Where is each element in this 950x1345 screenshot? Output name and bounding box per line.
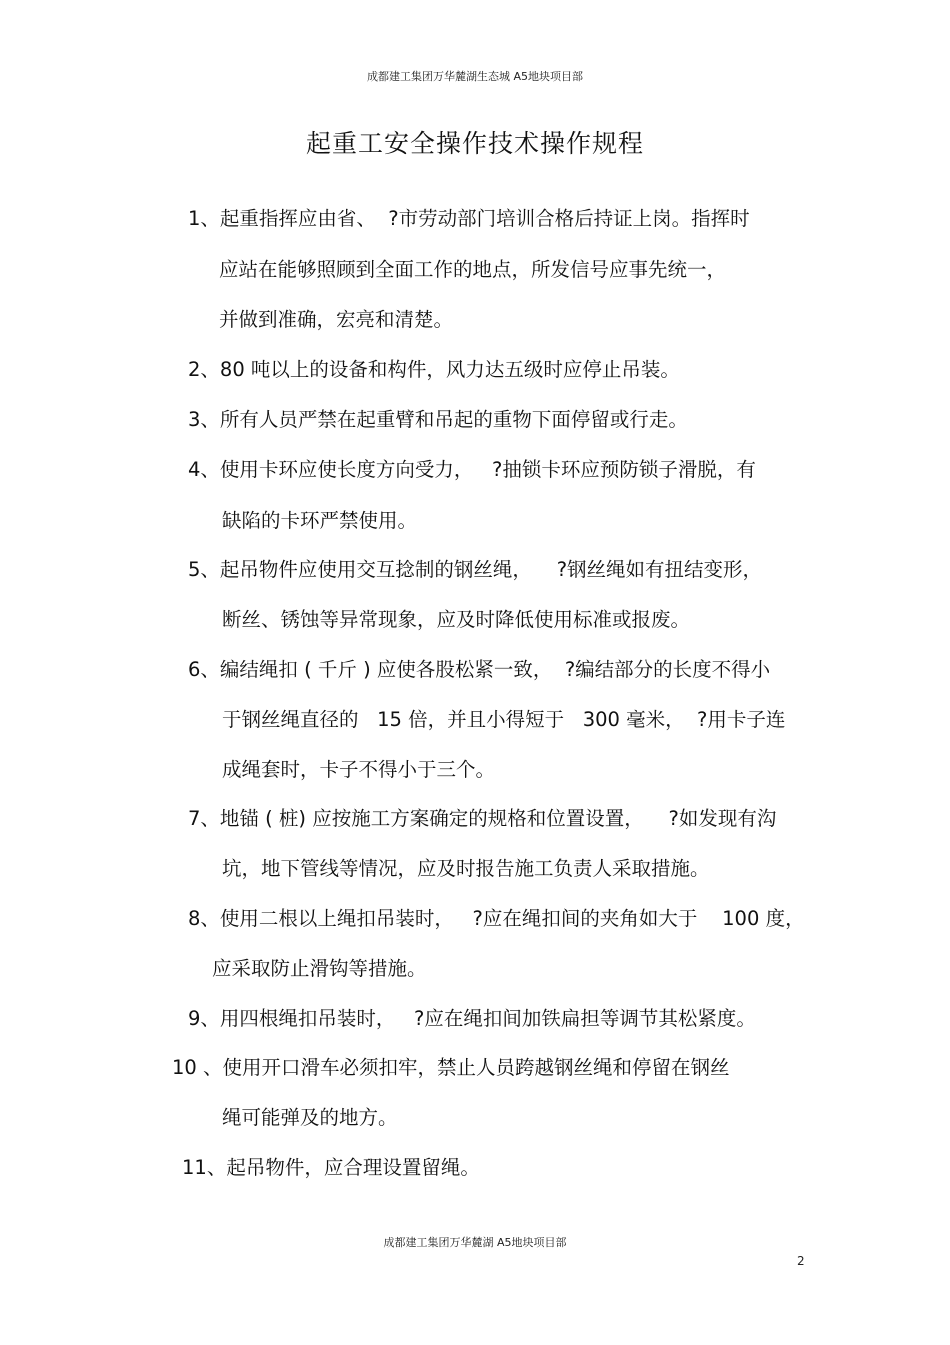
rule-line-16: 应采取防止滑钩等措施。 [212,957,427,980]
rule-line-19: 绳可能弹及的地方。 [222,1106,398,1129]
rule-line-14: 坑，地下管线等情况，应及时报告施工负责人采取措施。 [222,857,710,880]
page-header: 成都建工集团万华麓湖生态城 A5地块项目部 [366,70,584,83]
rule-line-12: 成绳套时，卡子不得小于三个。 [222,758,496,781]
page-number: 2 [797,1254,805,1268]
rule-line-4: 2、80 吨以上的设备和构件，风力达五级时应停止吊装。 [188,358,680,381]
rule-line-5: 3、所有人员严禁在起重臂和吊起的重物下面停留或行走。 [188,408,688,431]
rule-line-13: 7、地锚 ( 桩) 应按施工方案确定的规格和位置设置， ?如发现有沟 [188,807,777,830]
rule-line-10: 6、编结绳扣 ( 千斤 ) 应使各股松紧一致， ?编结部分的长度不得小 [188,658,771,681]
rule-line-17: 9、用四根绳扣吊装时， ?应在绳扣间加铁扁担等调节其松紧度。 [188,1007,756,1030]
rule-line-9: 断丝、锈蚀等异常现象，应及时降低使用标准或报废。 [222,608,691,631]
rule-line-11: 于钢丝绳直径的 15 倍，并且小得短于 300 毫米， ?用卡子连 [222,708,786,731]
rule-line-1: 1、起重指挥应由省、 ?市劳动部门培训合格后持证上岗。指挥时 [188,207,750,230]
rule-line-3: 并做到准确，宏亮和清楚。 [219,308,454,331]
rule-line-6: 4、使用卡环应使长度方向受力， ?抽锁卡环应预防锁子滑脱，有 [188,458,756,481]
page-footer: 成都建工集团万华麓湖 A5地块项目部 [383,1236,567,1249]
rule-line-2: 应站在能够照顾到全面工作的地点，所发信号应事先统一， [219,258,727,281]
rule-line-8: 5、起吊物件应使用交互捻制的钢丝绳， ?钢丝绳如有扭结变形， [188,558,763,581]
rule-line-7: 缺陷的卡环严禁使用。 [222,509,418,532]
rule-line-18: 10 、使用开口滑车必须扣牢，禁止人员跨越钢丝绳和停留在钢丝 [172,1056,730,1079]
document-title: 起重工安全操作技术操作规程 [305,129,644,158]
rule-line-15: 8、使用二根以上绳扣吊装时， ?应在绳扣间的夹角如大于 100 度， [188,907,805,930]
rule-line-20: 11、起吊物件，应合理设置留绳。 [182,1156,480,1179]
